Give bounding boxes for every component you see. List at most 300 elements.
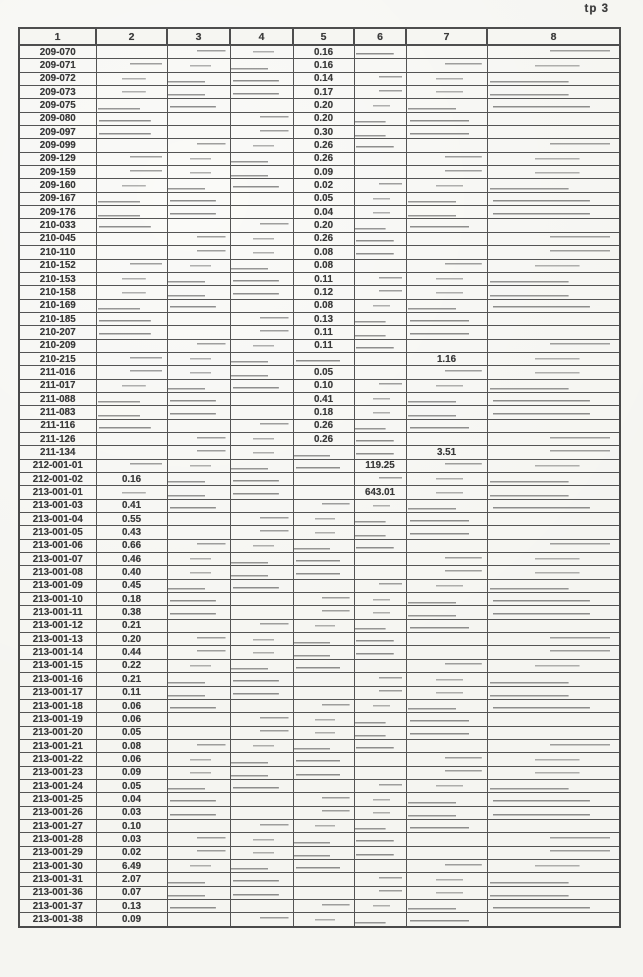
table-row [19,873,620,886]
value-cell: 0.11 [96,686,167,699]
value-cell [230,179,293,192]
value-cell [96,419,167,432]
value-cell [167,352,230,365]
table-row [19,246,620,259]
table-row [19,45,620,59]
row-id-cell: 210-033 [19,219,96,232]
value-cell [230,45,293,59]
value-cell: 1.16 [406,352,487,365]
value-cell [96,72,167,85]
value-cell [406,419,487,432]
value-cell [230,539,293,552]
value-cell [293,779,354,792]
row-id-cell: 209-167 [19,192,96,205]
value-cell: 0.46 [96,553,167,566]
column-header: 3 [167,28,230,45]
table-header [19,28,620,45]
value-cell [487,553,620,566]
table-row [19,272,620,285]
value-cell: 0.05 [96,726,167,739]
value-cell [230,219,293,232]
value-cell [293,619,354,632]
value-cell [167,566,230,579]
value-cell [406,486,487,499]
value-cell [167,219,230,232]
value-cell [167,179,230,192]
value-cell [167,166,230,179]
row-id-cell: 209-073 [19,86,96,99]
value-cell [406,192,487,205]
row-id-cell: 210-215 [19,352,96,365]
value-cell [167,192,230,205]
page-number-label: tp 3 [584,3,609,15]
value-cell [96,112,167,125]
row-id-cell: 210-110 [19,246,96,259]
value-cell [293,499,354,512]
row-id-cell: 213-001-05 [19,526,96,539]
value-cell [406,59,487,72]
value-cell [167,286,230,299]
value-cell [487,419,620,432]
value-cell [487,473,620,486]
value-cell: 2.07 [96,873,167,886]
table-row [19,99,620,112]
value-cell [354,139,406,152]
value-cell [406,553,487,566]
value-cell: 0.45 [96,579,167,592]
value-cell [230,272,293,285]
value-cell: 0.11 [293,272,354,285]
table-row [19,446,620,459]
value-cell [230,633,293,646]
value-cell [354,793,406,806]
value-cell: 0.11 [293,326,354,339]
value-cell [167,673,230,686]
value-cell [354,633,406,646]
value-cell [293,859,354,872]
value-cell: 0.06 [96,753,167,766]
table-row [19,593,620,606]
value-cell [354,619,406,632]
table-row [19,633,620,646]
value-cell: 6.49 [96,859,167,872]
value-cell [406,913,487,927]
value-cell [354,246,406,259]
table-row [19,366,620,379]
value-cell [230,579,293,592]
value-cell [406,766,487,779]
value-cell [167,59,230,72]
value-cell: 0.30 [293,126,354,139]
value-cell [230,139,293,152]
value-cell [487,686,620,699]
value-cell [230,673,293,686]
value-cell [96,352,167,365]
value-cell [293,526,354,539]
table-row [19,753,620,766]
value-cell: 0.16 [96,473,167,486]
value-cell [96,139,167,152]
value-cell [354,539,406,552]
value-cell [354,699,406,712]
value-cell [167,112,230,125]
value-cell [354,473,406,486]
value-cell [96,459,167,472]
row-id-cell: 209-071 [19,59,96,72]
value-cell [230,846,293,859]
value-cell [406,873,487,886]
value-cell [354,166,406,179]
value-cell: 0.08 [96,739,167,752]
value-cell [406,819,487,832]
value-cell [96,446,167,459]
value-cell [406,579,487,592]
value-cell: 0.41 [96,499,167,512]
value-cell [293,539,354,552]
value-cell: 0.22 [96,659,167,672]
value-cell [293,819,354,832]
value-cell [167,499,230,512]
table-row [19,846,620,859]
value-cell: 0.10 [293,379,354,392]
value-cell [230,686,293,699]
table-row [19,859,620,872]
value-cell [354,99,406,112]
value-cell [230,406,293,419]
value-cell [293,553,354,566]
value-cell [230,166,293,179]
value-cell: 0.16 [293,45,354,59]
value-cell [230,99,293,112]
value-cell: 3.51 [406,446,487,459]
value-cell [406,900,487,913]
value-cell [487,900,620,913]
value-cell [406,272,487,285]
value-cell [354,753,406,766]
value-cell [487,299,620,312]
value-cell [354,873,406,886]
value-cell [167,793,230,806]
table-row [19,206,620,219]
value-cell: 0.03 [96,806,167,819]
column-header: 5 [293,28,354,45]
row-id-cell: 213-001-04 [19,513,96,526]
value-cell [487,286,620,299]
value-cell [167,766,230,779]
value-cell [230,72,293,85]
value-cell [487,272,620,285]
value-cell: 119.25 [354,459,406,472]
value-cell [354,819,406,832]
table-body [19,45,620,927]
value-cell [354,859,406,872]
value-cell [487,539,620,552]
row-id-cell: 210-169 [19,299,96,312]
table-row [19,900,620,913]
value-cell [230,553,293,566]
value-cell [406,179,487,192]
value-cell [96,272,167,285]
value-cell [230,779,293,792]
value-cell: 0.26 [293,232,354,245]
value-cell [487,659,620,672]
value-cell [230,739,293,752]
value-cell: 0.08 [293,259,354,272]
value-cell [487,726,620,739]
value-cell [354,152,406,165]
value-cell [96,166,167,179]
value-cell [96,259,167,272]
column-header: 7 [406,28,487,45]
value-cell [406,286,487,299]
value-cell [406,326,487,339]
value-cell: 0.18 [293,406,354,419]
value-cell [406,833,487,846]
value-cell [354,339,406,352]
value-cell [96,192,167,205]
value-cell [96,152,167,165]
value-cell [167,579,230,592]
value-cell: 0.07 [96,886,167,899]
value-cell [487,259,620,272]
value-cell [230,459,293,472]
value-cell [354,366,406,379]
value-cell [354,86,406,99]
value-cell [406,339,487,352]
row-id-cell: 213-001-16 [19,673,96,686]
table-row [19,646,620,659]
value-cell [487,526,620,539]
value-cell [487,793,620,806]
table-row [19,726,620,739]
value-cell: 0.20 [96,633,167,646]
value-cell [96,392,167,405]
table-row [19,739,620,752]
value-cell [230,299,293,312]
value-cell [406,166,487,179]
value-cell [230,726,293,739]
value-cell: 0.18 [96,593,167,606]
value-cell [96,179,167,192]
table-row [19,806,620,819]
value-cell [230,766,293,779]
value-cell [487,99,620,112]
value-cell [487,739,620,752]
table-row [19,539,620,552]
value-cell [167,553,230,566]
value-cell [230,432,293,445]
value-cell [354,566,406,579]
value-cell [167,432,230,445]
value-cell [230,606,293,619]
value-cell [167,846,230,859]
table-row [19,179,620,192]
row-id-cell: 213-001-25 [19,793,96,806]
value-cell [487,806,620,819]
table-row [19,499,620,512]
value-cell [406,392,487,405]
row-id-cell: 210-207 [19,326,96,339]
value-cell [354,232,406,245]
value-cell [406,753,487,766]
row-id-cell: 210-153 [19,272,96,285]
value-cell [487,45,620,59]
row-id-cell: 209-072 [19,72,96,85]
value-cell [406,686,487,699]
value-cell [293,886,354,899]
value-cell [354,219,406,232]
value-cell [96,312,167,325]
table-row [19,326,620,339]
value-cell [487,152,620,165]
value-cell [354,126,406,139]
value-cell [354,846,406,859]
value-cell: 0.40 [96,566,167,579]
value-cell [487,819,620,832]
value-cell [230,713,293,726]
value-cell: 0.12 [293,286,354,299]
value-cell [293,473,354,486]
value-cell [167,419,230,432]
row-id-cell: 213-001-09 [19,579,96,592]
value-cell [406,99,487,112]
value-cell [354,59,406,72]
row-id-cell: 211-134 [19,446,96,459]
value-cell [167,593,230,606]
value-cell [354,419,406,432]
table-row [19,126,620,139]
value-cell [406,232,487,245]
row-id-cell: 213-001-38 [19,913,96,927]
value-cell: 0.06 [96,713,167,726]
row-id-cell: 211-016 [19,366,96,379]
table-row [19,513,620,526]
row-id-cell: 213-001-07 [19,553,96,566]
value-cell [293,793,354,806]
value-cell: 0.44 [96,646,167,659]
value-cell [406,312,487,325]
value-cell [167,339,230,352]
value-cell [230,366,293,379]
value-cell [230,232,293,245]
value-cell: 643.01 [354,486,406,499]
value-cell [96,366,167,379]
value-cell [487,459,620,472]
value-cell: 0.04 [293,206,354,219]
value-cell [354,352,406,365]
row-id-cell: 213-001-28 [19,833,96,846]
value-cell [230,379,293,392]
row-id-cell: 213-001-21 [19,739,96,752]
value-cell [167,886,230,899]
value-cell: 0.09 [293,166,354,179]
column-header: 6 [354,28,406,45]
value-cell [167,699,230,712]
value-cell [406,859,487,872]
value-cell [167,139,230,152]
value-cell: 0.10 [96,819,167,832]
row-id-cell: 210-158 [19,286,96,299]
value-cell [406,126,487,139]
row-id-cell: 213-001-36 [19,886,96,899]
value-cell [354,286,406,299]
value-cell [487,619,620,632]
value-cell [406,593,487,606]
value-cell: 0.02 [293,179,354,192]
value-cell [167,366,230,379]
value-cell [96,326,167,339]
value-cell [354,900,406,913]
value-cell: 0.26 [293,432,354,445]
value-cell [354,579,406,592]
row-id-cell: 209-099 [19,139,96,152]
value-cell [487,139,620,152]
value-cell [487,913,620,927]
value-cell [487,646,620,659]
value-cell [354,272,406,285]
table-row [19,192,620,205]
value-cell [354,526,406,539]
row-id-cell: 213-001-31 [19,873,96,886]
value-cell [167,72,230,85]
value-cell [230,352,293,365]
value-cell [167,326,230,339]
value-cell [354,406,406,419]
value-cell [230,286,293,299]
row-id-cell: 212-001-02 [19,473,96,486]
value-cell [167,86,230,99]
value-cell [96,206,167,219]
value-cell [487,833,620,846]
value-cell [293,459,354,472]
row-id-cell: 213-001-03 [19,499,96,512]
value-cell [167,392,230,405]
row-id-cell: 213-001-29 [19,846,96,859]
value-cell: 0.11 [293,339,354,352]
value-cell [406,259,487,272]
value-cell [354,45,406,59]
value-cell [230,859,293,872]
value-cell [167,646,230,659]
row-id-cell: 213-001-15 [19,659,96,672]
value-cell [406,366,487,379]
value-cell [487,486,620,499]
value-cell [293,659,354,672]
row-id-cell: 211-088 [19,392,96,405]
value-cell: 0.20 [293,112,354,125]
value-cell [354,673,406,686]
value-cell [167,152,230,165]
value-cell [230,206,293,219]
value-cell [354,379,406,392]
value-cell [167,526,230,539]
row-id-cell: 213-001-12 [19,619,96,632]
value-cell: 0.55 [96,513,167,526]
value-cell [406,673,487,686]
table-row [19,526,620,539]
value-cell [487,446,620,459]
value-cell [487,166,620,179]
table-row [19,566,620,579]
value-cell [487,246,620,259]
value-cell [96,486,167,499]
value-cell [230,659,293,672]
row-id-cell: 213-001-01 [19,486,96,499]
value-cell: 0.41 [293,392,354,405]
value-cell [293,566,354,579]
value-cell [406,699,487,712]
value-cell [354,299,406,312]
